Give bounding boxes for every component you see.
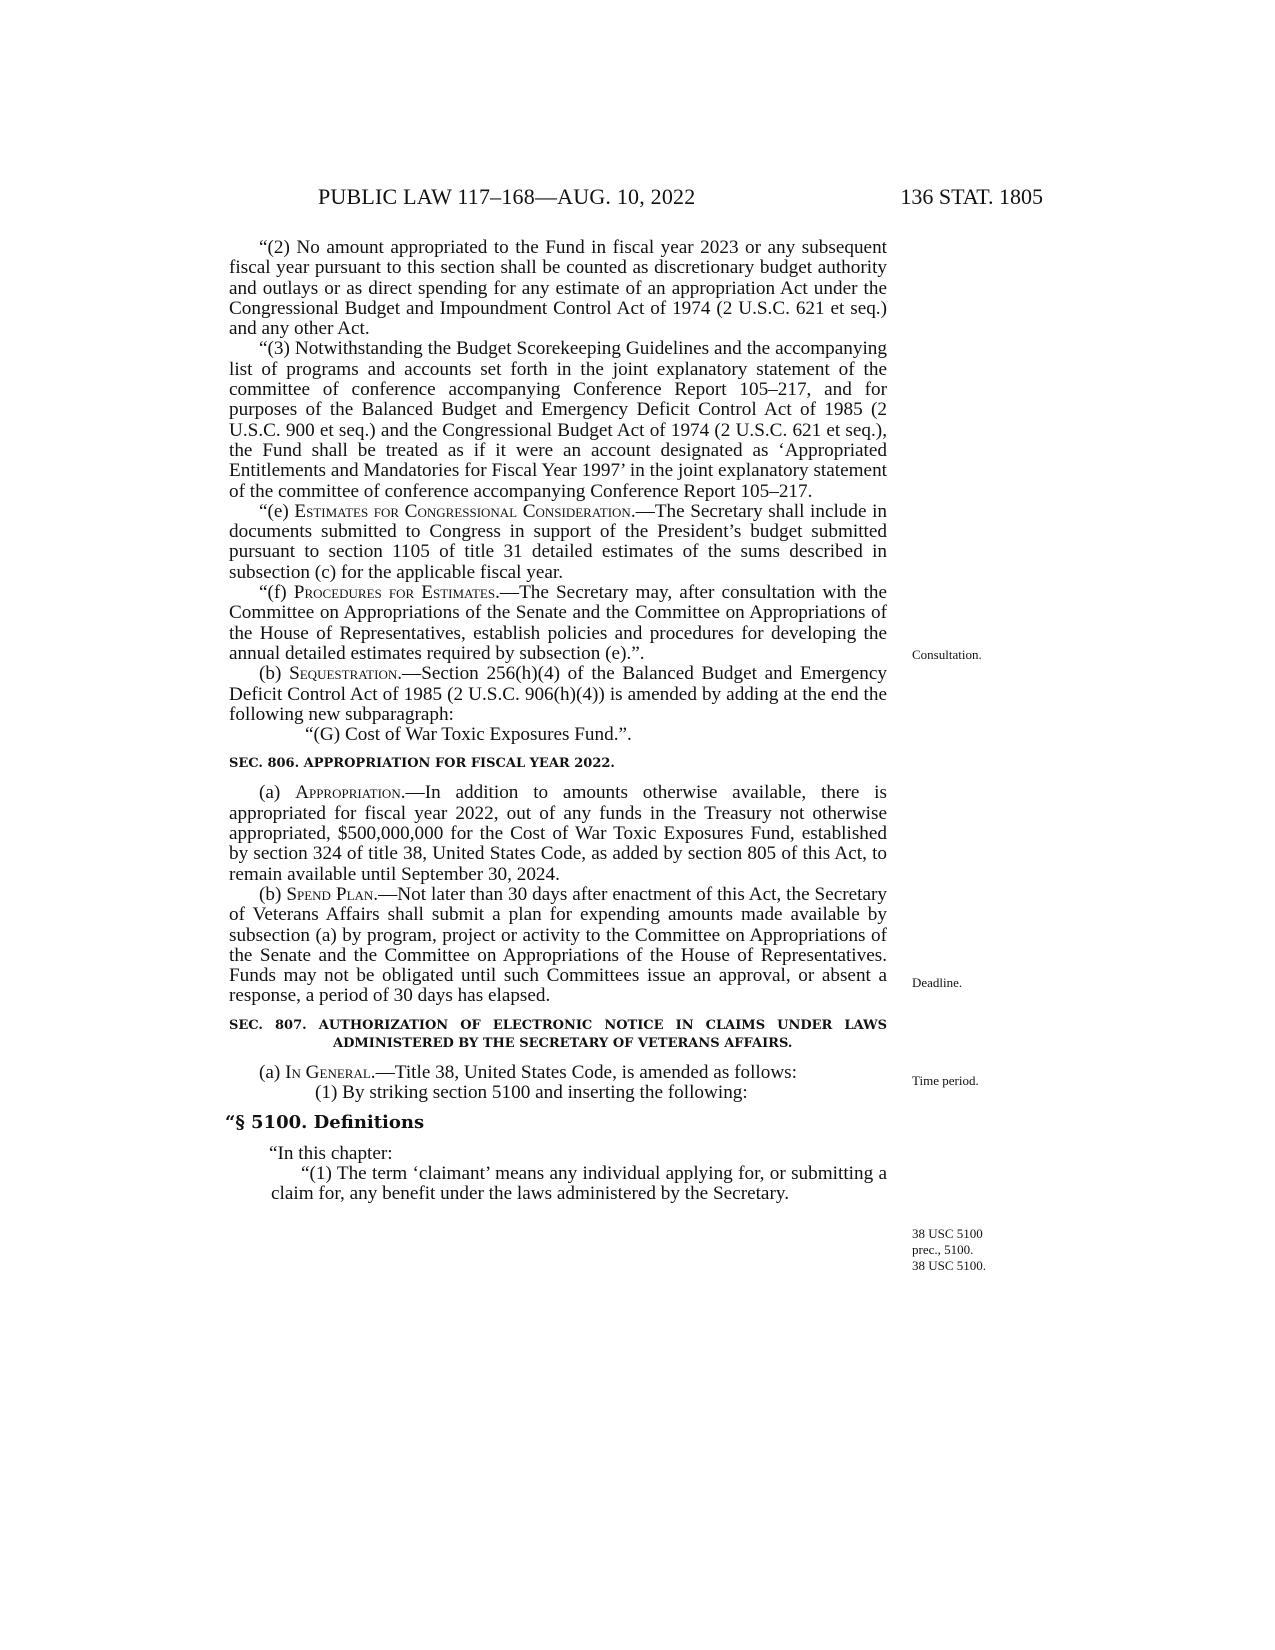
paragraph-g: “(G) Cost of War Toxic Exposures Fund.”. [305, 724, 632, 746]
paragraph-f: “(f) Procedures for Estimates.—The Secretary may, after consultation with the Committee on Appropriations of the Senate and the Committee on Appropriations of the House of Representatives, establish policies and procedures for developing the annual detailed estimates required by subsection (e).”. [229, 582, 888, 664]
page-body [225, 237, 888, 1205]
paragraph-3: “(3) Notwithstanding the Budget Scorekeeping Guidelines and the accompanying list of programs and accounts set forth in the joint explanatory statement of the committee of conference accompanying Conference Report 105–217, and for purposes of the Balanced Budget and Emergency Deficit Control Act of 1985 (2 U.S.C. 900 et seq.) and the Congressional Budget Act of 1974 (2 U.S.C. 621 et seq.), the Fund shall be treated as if it were an account designated as ‘Appropriated Entitlements and Mandatories for Fiscal Year 1997’ in the joint explanatory statement of the committee of conference accompanying Conference Report 105–217. [229, 338, 887, 502]
definition-claimant: “(1) The term ‘claimant’ means any individual applying for, or submitting a claim for, any benefit under the laws administered by the Secretary. [271, 1162, 887, 1205]
section-806-heading: SEC. 806. APPROPRIATION FOR FISCAL YEAR 2022. [229, 756, 615, 772]
usc-line-3: 38 USC 5100. [912, 1258, 987, 1273]
paragraph-item-1: (1) By striking section 5100 and inserting the following: [315, 1081, 748, 1103]
margin-note-consultation: Consultation. [912, 647, 982, 662]
page-header [0, 184, 1275, 220]
margin-note-usc-citation [912, 1226, 986, 1274]
paragraph-e: “(e) Estimates for Congressional Consideration.—The Secretary shall include in documents submitted to Congress in support of the President’s budget submitted pursuant to section 1105 of title 31 detailed estimates of the sums described in subsection (c) for the applicable fiscal year. [229, 500, 887, 583]
subsection-heading: Estimates for Congressional Consideration [294, 500, 631, 522]
paragraph-in-this-chapter: “In this chapter: [269, 1142, 393, 1164]
section-807-heading: SEC. 807. AUTHORIZATION OF ELECTRONIC NOTICE IN CLAIMS UNDER LAWS ADMINISTERED BY THE SECRETARY OF VETERANS AFFAIRS. [229, 1017, 887, 1051]
section-5100-heading: “§ 5100. Definitions [225, 1112, 425, 1134]
paragraph-b-sequestration: (b) Sequestration.—Section 256(h)(4) of the Balanced Budget and Emergency Deficit Control Act of 1985 (2 U.S.C. 906(h)(4)) is amended by adding at the end the following new subparagraph: [229, 663, 887, 725]
subsection-heading: Procedures for Estimates [293, 582, 496, 604]
subsection-heading: Sequestration [289, 663, 398, 685]
margin-note-time-period: Time period. [912, 1073, 979, 1088]
subsection-heading: In General [285, 1061, 371, 1083]
margin-note-deadline: Deadline. [912, 975, 963, 990]
paragraph-806-b: (b) Spend Plan.—Not later than 30 days after enactment of this Act, the Secretary of Veterans Affairs shall submit a plan for expending amounts made available by subsection (a) by program, project or activity to the Committee on Appropriations of the Senate and the Committee on Appropriations of the House of Representatives. Funds may not be obligated until such Committees issue an approval, or absent a response, a period of 30 days has elapsed. [229, 883, 887, 1007]
paragraph-807-a: (a) In General.—Title 38, United States Code, is amended as follows: [259, 1061, 797, 1083]
usc-line-1: 38 USC 5100 [912, 1226, 983, 1241]
usc-line-2: prec., 5100. [912, 1242, 974, 1257]
paragraph-806-a: (a) Appropriation.—In addition to amounts otherwise available, there is appropriated for fiscal year 2022, out of any funds in the Treasury not otherwise appropriated, $500,000,000 for the Cost of War Toxic Exposures Fund, established by section 324 of title 38, United States Code, as added by section 805 of this Act, to remain available until September 30, 2024. [229, 782, 887, 885]
subsection-heading: Appropriation [295, 782, 401, 804]
paragraph-2: “(2) No amount appropriated to the Fund in fiscal year 2023 or any subsequent fiscal year pursuant to this section shall be counted as discretionary budget authority and outlays or as direct spending for any estimate of an appropriation Act under the Congressional Budget and Impoundment Control Act of 1974 (2 U.S.C. 621 et seq.) and any other Act. [229, 237, 887, 340]
page-number: 136 STAT. 1805 [900, 184, 1043, 209]
running-title: PUBLIC LAW 117–168—AUG. 10, 2022 [318, 184, 696, 209]
subsection-heading: Spend Plan [286, 883, 374, 905]
